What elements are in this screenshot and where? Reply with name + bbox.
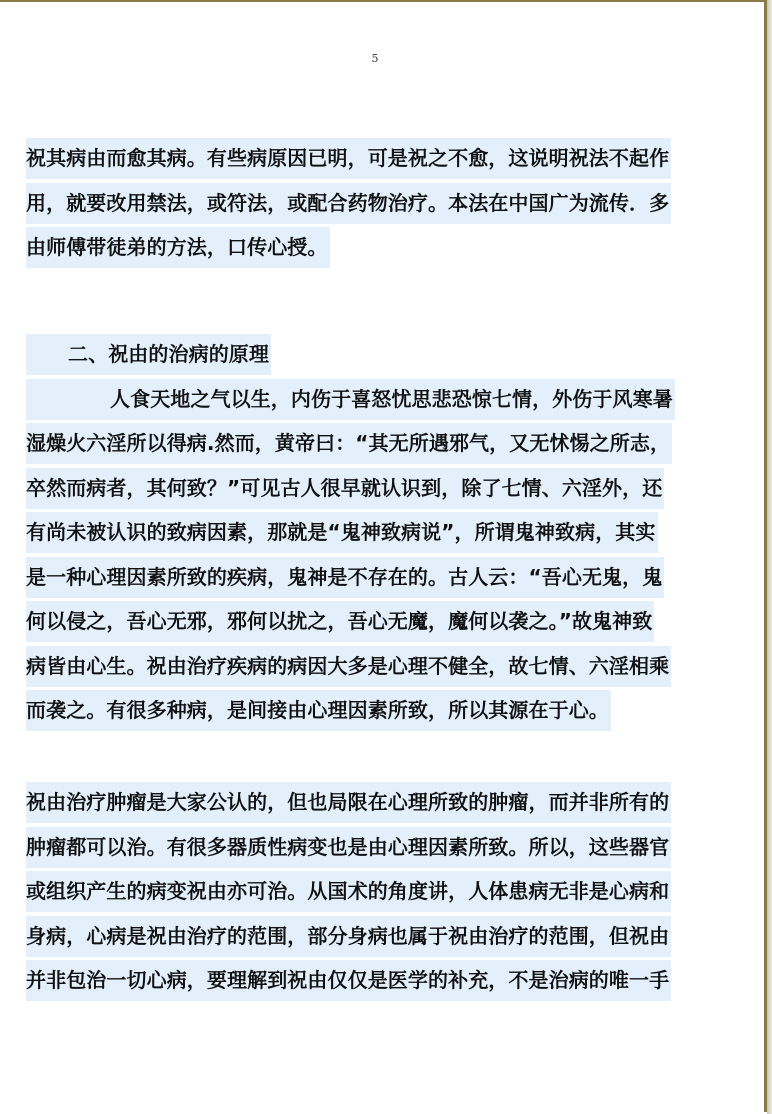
paragraph-line: 祝其病由而愈其病。有些病原因已明，可是祝之不愈，这说明祝法不起作	[26, 138, 671, 179]
paragraph-line: 由师傅带徒弟的方法，口传心授。	[26, 227, 330, 268]
paragraph-line: 湿燥火六淫所以得病.然而，黄帝曰：“其无所遇邪气，又无怵惕之所志，	[26, 423, 672, 464]
paragraph-line: 人食天地之气以生，内伤于喜怒忧思悲恐惊七情，外伤于风寒暑	[26, 379, 675, 420]
paragraph-line: 祝由治疗肿瘤是大家公认的，但也局限在心理所致的肿瘤，而并非所有的	[26, 782, 671, 823]
paragraph-line: 并非包治一切心病，要理解到祝由仅仅是医学的补充，不是治病的唯一手	[26, 960, 671, 1001]
paragraph-line: 肿瘤都可以治。有很多器质性病变也是由心理因素所致。所以，这些器官	[26, 827, 671, 868]
paragraph-line: 有尚未被认识的致病因素，那就是“鬼神致病说”，所谓鬼神致病，其实	[26, 512, 658, 553]
paragraph-line: 是一种心理因素所致的疾病，鬼神是不存在的。古人云：“吾心无鬼，鬼	[26, 557, 664, 598]
paragraph-line: 病皆由心生。祝由治疗疾病的病因大多是心理不健全，故七情、六淫相乘	[26, 646, 671, 687]
paragraph-line: 而袭之。有很多种病，是间接由心理因素所致，所以其源在于心。	[26, 690, 611, 731]
paragraph-1	[26, 138, 716, 272]
page-edge-shadow	[767, 0, 772, 1114]
section-2	[26, 334, 716, 735]
section-heading: 二、祝由的治病的原理	[26, 334, 271, 375]
paragraph-line: 卒然而病者，其何致？”可见古人很早就认识到，除了七情、六淫外，还	[26, 468, 664, 509]
paragraph-line: 何以侵之，吾心无邪，邪何以扰之，吾心无魔，魔何以袭之。”故鬼神致	[26, 601, 654, 642]
page-number: 5	[371, 52, 379, 65]
paragraph-line: 用，就要改用禁法，或符法，或配合药物治疗。本法在中国广为流传．多	[26, 183, 671, 224]
paragraph-line: 身病，心病是祝由治疗的范围，部分身病也属于祝由治疗的范围，但祝由	[26, 916, 671, 957]
paragraph-line: 或组织产生的病变祝由亦可治。从国术的角度讲，人体患病无非是心病和	[26, 871, 671, 912]
paragraph-3	[26, 782, 716, 1005]
